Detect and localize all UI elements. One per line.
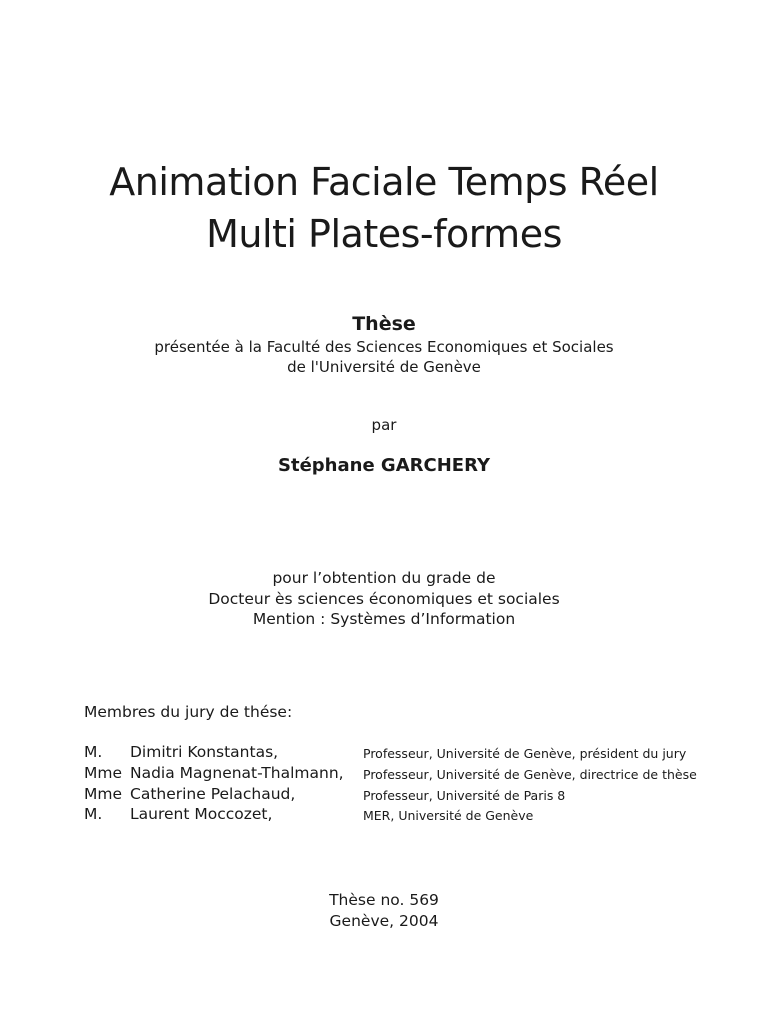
thesis-label: Thèse: [352, 313, 416, 335]
presented-line-2: de l'Université de Genève: [287, 358, 481, 376]
presented-line-1: présentée à la Faculté des Sciences Economiques et Sociales: [154, 338, 614, 356]
jury-member-role: Professeur, Université de Paris 8: [363, 788, 566, 803]
jury-member: [84, 743, 764, 763]
jury-member-name: Catherine Pelachaud,: [130, 785, 296, 803]
title-line-2: Multi Plates-formes: [206, 212, 562, 256]
by-label: par: [371, 416, 397, 434]
jury-member: [84, 805, 764, 825]
jury-member-role: MER, Université de Genève: [363, 808, 534, 823]
jury-member-title: Mme: [84, 764, 123, 782]
degree-line-2: Docteur ès sciences économiques et sociales: [208, 590, 560, 608]
jury-member: [84, 764, 764, 784]
thesis-number: Thèse no. 569: [329, 891, 439, 909]
author-name: Stéphane GARCHERY: [278, 455, 490, 476]
degree-line-1: pour l’obtention du grade de: [272, 569, 496, 587]
jury-member-name: Dimitri Konstantas,: [130, 743, 279, 761]
jury-member-name: Laurent Moccozet,: [130, 805, 273, 823]
place-year: Genève, 2004: [329, 912, 439, 930]
jury-member-role: Professeur, Université de Genève, président du jury: [363, 746, 687, 761]
jury-member-name: Nadia Magnenat-Thalmann,: [130, 764, 344, 782]
jury-member-title: Mme: [84, 785, 123, 803]
jury-member-title: M.: [84, 743, 103, 761]
jury-member-title: M.: [84, 805, 103, 823]
degree-line-3: Mention : Systèmes d’Information: [252, 610, 516, 628]
jury-member-role: Professeur, Université de Genève, directrice de thèse: [363, 767, 697, 782]
jury-member: [84, 785, 764, 805]
jury-heading: Membres du jury de thése:: [84, 703, 293, 721]
title-line-1: Animation Faciale Temps Réel: [109, 160, 659, 204]
